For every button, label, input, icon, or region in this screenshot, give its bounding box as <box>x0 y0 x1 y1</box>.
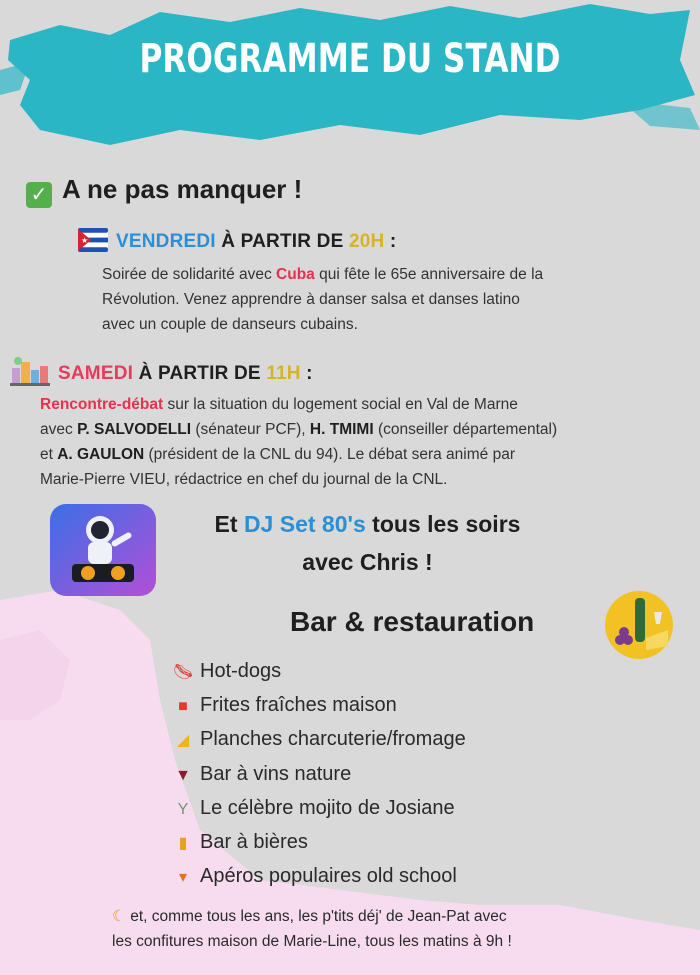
list-item: ▼ Bar à vins nature <box>172 758 466 792</box>
tropical-drink-icon: ▾ <box>178 869 188 887</box>
dj-astronaut-icon <box>48 502 158 598</box>
fries-icon: ■ <box>178 698 188 716</box>
city-buildings-icon <box>10 356 50 386</box>
friday-heading: ★ VENDREDI À PARTIR DE 20H : <box>78 228 396 253</box>
list-item: ◢ Planches charcuterie/fromage <box>172 723 466 757</box>
list-item: ▮ Bar à bières <box>172 826 466 860</box>
list-item: ▾ Apéros populaires old school <box>172 860 466 894</box>
saturday-heading: SAMEDI À PARTIR DE 11H : <box>10 356 313 386</box>
page-title: PROGRAMME DU STAND <box>139 36 561 82</box>
check-mark-icon: ✓ <box>26 182 52 208</box>
svg-text:★: ★ <box>81 236 89 245</box>
cheese-icon: ◢ <box>176 732 190 750</box>
footer-note: ☾ et, comme tous les ans, les p'tits déj' de Jean-Pat avec les confitures maison de Marie-Line, tous les matins à 9h ! <box>112 908 512 950</box>
wine-glass-icon: ▼ <box>175 766 191 784</box>
list-item: ■ Frites fraîches maison <box>172 689 466 723</box>
cocktail-icon: Y <box>177 800 189 818</box>
list-item: 🌭︎ Hot-dogs <box>172 655 466 689</box>
hot-dog-icon: 🌭︎ <box>172 664 194 681</box>
friday-description: Soirée de solidarité avec Cuba qui fête le 65e anniversaire de la Révolution. Venez apprendre à danser salsa et danses latino avec un couple de danseurs cubains. <box>102 266 544 333</box>
dj-announcement: Et DJ Set 80's tous les soirs avec Chris ! <box>214 511 521 575</box>
saturday-description: Rencontre-débat sur la situation du logement social en Val de Marne avec P. SALVODELLI (sénateur PCF), H. TMIMI (conseiller départemental) et A. GAULON (président de la CNL du 94). Le débat sera animé par Marie-Pierre VIEU, rédactrice en chef du journal de la CNL. <box>40 396 558 488</box>
croissant-icon: ☾ <box>112 908 126 925</box>
list-item: Y Le célèbre mojito de Josiane <box>172 792 466 826</box>
beer-mug-icon: ▮ <box>178 835 188 853</box>
bar-heading: Bar & restauration <box>290 606 535 637</box>
title-banner <box>0 0 700 160</box>
wine-cheese-icon <box>602 590 676 660</box>
bar-menu-list <box>172 655 466 894</box>
section-heading: ✓ A ne pas manquer ! <box>26 174 302 208</box>
cuba-flag-icon <box>78 228 108 252</box>
